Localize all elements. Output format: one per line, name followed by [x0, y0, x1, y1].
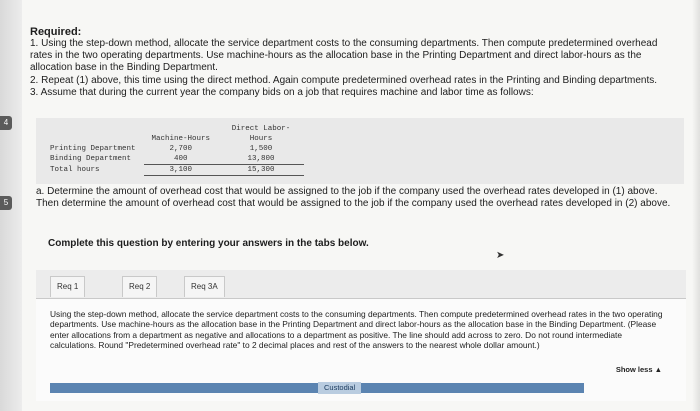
table-header-bar — [50, 383, 584, 393]
table-row — [42, 165, 304, 176]
left-question-strip — [0, 0, 22, 411]
tab-description: Using the step-down method, allocate the service department costs to the consuming departments. Then compute predetermined overhead rates in the two operating departments. Use machine-hours as the allocation base in the Printing Department and direct labor-hours as the allocation base in the Binding Department. (Please enter allocations from a department as negative and allocations to a department as positive. The line should add across to zero. Do not round intermediate calculations. Round "Predetermined overhead rate" to 2 decimal places and rest of the answers to the nearest whole dollar amount.) — [50, 309, 663, 351]
machine-hours-cell: 3,100 — [144, 165, 219, 176]
table-header: Direct Labor-Hours — [231, 125, 291, 143]
labor-hours-cell: 1,500 — [249, 145, 273, 153]
cursor-icon: ➤ — [496, 250, 505, 261]
requirements-list — [30, 38, 680, 99]
tab-req-2[interactable]: Req 2 — [122, 276, 157, 297]
table-header: Machine-Hours — [151, 135, 211, 143]
row-label: Binding Department — [50, 155, 132, 164]
instruction-text: Complete this question by entering your answers in the tabs below. — [48, 238, 369, 249]
part-a-text: a. Determine the amount of overhead cost that would be assigned to the job if the company used the overhead rates developed in (1) above. Then determine the amount of overhead cost that would be assigned to the job if the company used the overhead rates developed in (2) above. — [36, 186, 671, 209]
table-row — [42, 154, 304, 165]
custodial-column-header: Custodial — [318, 382, 361, 394]
tab-req-3a[interactable]: Req 3A — [184, 276, 225, 297]
tab-req-1[interactable]: Req 1 — [50, 276, 85, 297]
requirement-item: 1. Using the step-down method, allocate the service department costs to the consuming departments. Then compute predetermined overhead rates in the two operating departments. Use machine-hours as the allocation base in the Printing Department and direct labor-hours as the allocation base in the Binding Department. — [30, 38, 658, 74]
question-number-badge[interactable]: 4 — [0, 116, 12, 130]
row-label: Total hours — [50, 166, 100, 174]
question-content — [26, 0, 690, 411]
labor-hours-cell: 13,800 — [218, 154, 304, 165]
job-hours-table-box — [36, 118, 684, 184]
labor-hours-cell: 15,300 — [218, 165, 304, 176]
tab-content — [36, 298, 686, 401]
edge-shadow — [692, 0, 700, 411]
job-hours-table — [42, 124, 304, 176]
question-number-badge[interactable]: 5 — [0, 196, 12, 210]
answer-tabs-panel — [36, 270, 686, 400]
requirement-item: 3. Assume that during the current year the company bids on a job that requires machine and labor time as follows: — [30, 86, 534, 98]
show-less-link[interactable]: Show less ▲ — [615, 365, 662, 374]
machine-hours-cell: 2,700 — [169, 145, 193, 153]
row-label: Printing Department — [50, 145, 136, 153]
table-row — [42, 144, 304, 154]
table-header — [42, 124, 144, 144]
requirement-item: 2. Repeat (1) above, this time using the direct method. Again compute predetermined overhead rates in the Printing and Binding departments. — [30, 74, 658, 86]
machine-hours-cell: 400 — [144, 154, 219, 165]
required-title: Required: — [30, 26, 82, 38]
